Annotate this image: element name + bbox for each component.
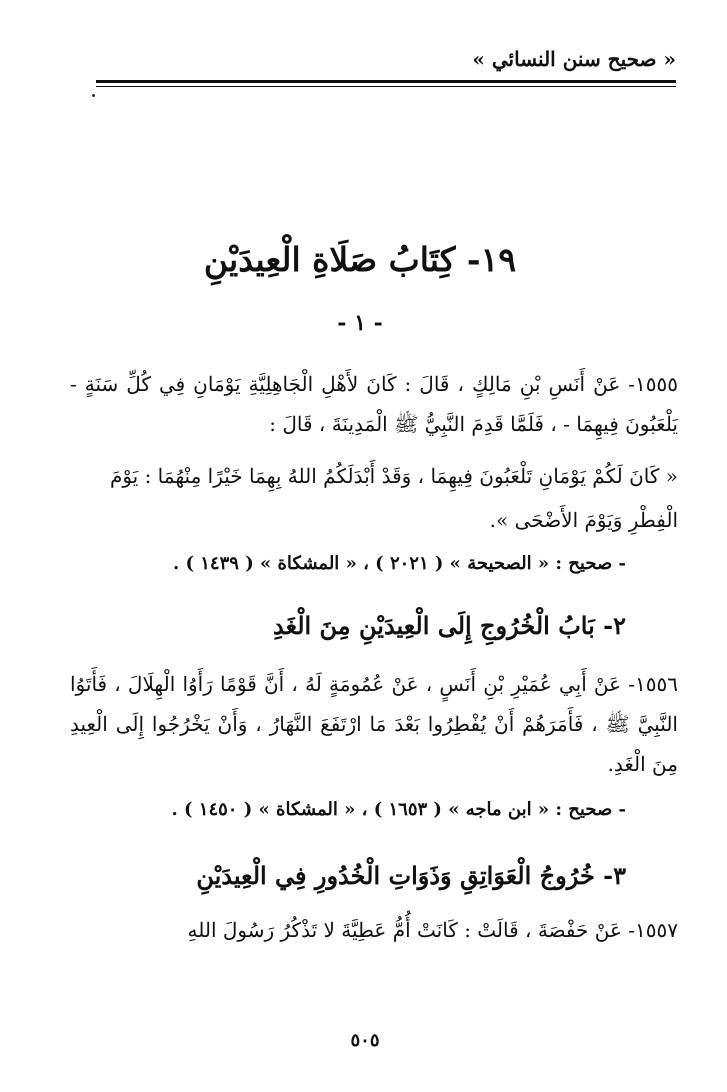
running-header: « صحيح سنن النسائي » — [472, 47, 676, 71]
hadith-1555-grading: - صحيح : « الصحيحة » ( ٢٠٢١ ) ، « المشكاة » ( ١٤٣٩ ) . — [172, 553, 626, 574]
section-number: - ١ - — [337, 310, 383, 336]
header-rule — [96, 80, 676, 83]
chapter-2-title: ٢- بَابُ الْخُرُوجِ إِلَى الْعِيدَيْنِ مِنَ الْغَدِ — [273, 611, 626, 640]
hadith-1555-text: ١٥٥٥- عَنْ أَنَسِ بْنِ مَالِكٍ ، قَالَ : كَانَ لأَهْلِ الْجَاهِلِيَّةِ يَوْمَانِ فِي كُلِّ سَنَةٍ - يَلْعَبُونَ فِيهِمَا - ، فَلَمَّا قَدِمَ النَّبِيُّ ﷺ الْمَدِينَةَ ، قَالَ : — [70, 372, 678, 436]
hadith-1556-grading: - صحيح : « ابن ماجه » ( ١٦٥٣ ) ، « المشكاة » ( ١٤٥٠ ) . — [171, 799, 626, 820]
page-number: ٥٠٥ — [350, 1030, 380, 1051]
header-rule-thin — [96, 86, 676, 87]
chapter-3-title: ٣- خُرُوجُ الْعَوَاتِقِ وَذَوَاتِ الْخُدُورِ فِي الْعِيدَيْنِ — [196, 861, 626, 890]
hadith-1556-text: ١٥٥٦- عَنْ أَبِي عُمَيْرِ بْنِ أَنَسٍ ، عَنْ عُمُومَةٍ لَهُ ، أَنَّ قَوْمًا رَأَوُا الْهِلَالَ ، فَأَتَوُا النَّبِيَّ ﷺ ، فَأَمَرَهُمْ أَنْ يُفْطِرُوا بَعْدَ مَا ارْتَفَعَ النَّهَارُ ، وَأَنْ يَخْرُجُوا إِلَى الْعِيدِ مِنَ الْغَدِ. — [70, 672, 678, 776]
ink-dot — [92, 94, 95, 97]
hadith-1555-quote: « كَانَ لَكُمْ يَوْمَانِ تَلْعَبُونَ فِيهِمَا ، وَقَدْ أَبْدَلَكُمُ اللهُ بِهِمَا خَيْرًا مِنْهُمَا : يَوْمَ الْفِطْرِ وَيَوْمَ الأَضْحَى ». — [109, 464, 678, 532]
hadith-1557-text: ١٥٥٧- عَنْ حَفْصَةَ ، قَالَتْ : كَانَتْ أُمُّ عَطِيَّةَ لا تَذْكُرُ رَسُولَ اللهِ — [187, 918, 678, 942]
book-title: ١٩- كِتَابُ صَلَاةِ الْعِيدَيْنِ — [203, 240, 517, 279]
